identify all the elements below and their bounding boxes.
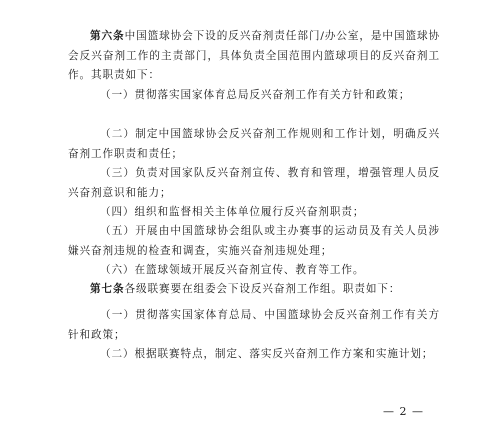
paragraph-text: （一）贯彻落实国家体育总局反兴奋剂工作有关方针和政策； bbox=[100, 89, 411, 101]
page-number: — 2 — bbox=[383, 405, 424, 418]
paragraph-text: （四）组织和监督相关主体单位履行反兴奋剂职责； bbox=[100, 206, 365, 218]
article-6-item-6 bbox=[68, 261, 440, 281]
paragraph-text: （二）根据联赛特点，制定、落实反兴奋剂工作方案和实施计划； bbox=[100, 348, 434, 360]
article-6-item-5 bbox=[68, 222, 440, 261]
paragraph-text: （三）负责对国家队反兴奋剂宣传、教育和管理，增强管理人员反兴奋剂意识和能力； bbox=[68, 167, 440, 199]
paragraph-text: （二）制定中国篮球协会反兴奋剂工作规则和工作计划，明确反兴奋剂工作职责和责任； bbox=[68, 128, 440, 160]
article-6-item-2 bbox=[68, 125, 440, 164]
article-7-item-2 bbox=[68, 345, 440, 365]
article-6-paragraph bbox=[68, 27, 440, 86]
paragraph-text: （一）贯彻落实国家体育总局、中国篮球协会反兴奋剂工作有关方针和政策； bbox=[68, 309, 440, 341]
article-7-paragraph bbox=[68, 280, 440, 300]
article-6-item-4 bbox=[68, 203, 440, 223]
paragraph-text: 中国篮球协会下设的反兴奋剂责任部门/办公室，是中国篮球协会反兴奋剂工作的主责部门，具体负责全国范围内篮球项目的反兴奋剂工作。其职责如下： bbox=[68, 30, 440, 81]
paragraph-text: （五）开展由中国篮球协会组队或主办赛事的运动员及有关人员涉嫌兴奋剂违规的检查和调查，实施兴奋剂违规处理； bbox=[68, 225, 440, 257]
paragraph-text: 各级联赛要在组委会下设反兴奋剂工作组。职责如下： bbox=[124, 283, 401, 295]
article-label: 第七条 bbox=[90, 283, 125, 295]
paragraph-text: （六）在篮球领域开展反兴奋剂宣传、教育等工作。 bbox=[100, 264, 365, 276]
article-label: 第六条 bbox=[90, 30, 125, 42]
article-7-item-1 bbox=[68, 306, 440, 345]
article-6-item-1 bbox=[68, 86, 440, 106]
article-6-item-3 bbox=[68, 164, 440, 203]
